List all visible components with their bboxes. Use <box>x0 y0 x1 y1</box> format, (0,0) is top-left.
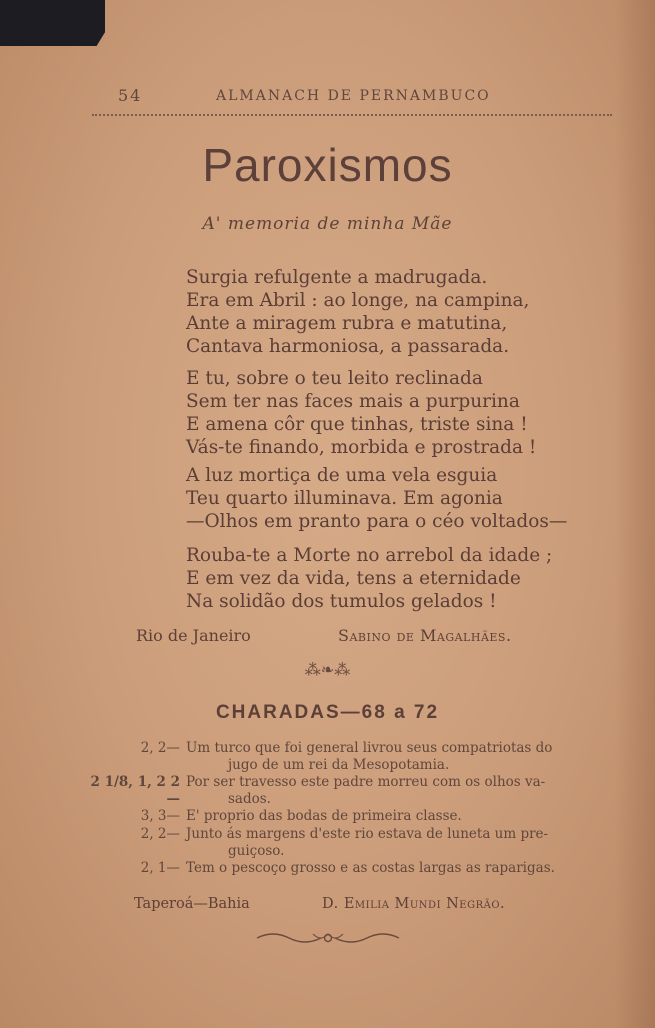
verse-line: Teu quarto illuminava. Em agonia <box>186 488 503 509</box>
verse-line: Rouba-te a Morte no arrebol da idade ; <box>186 545 553 566</box>
verse-line: Na solidão dos tumulos gelados ! <box>186 591 497 612</box>
header-rule <box>92 114 612 116</box>
charada-text <box>186 826 616 860</box>
verse-line: A luz mortiça de uma vela esguia <box>186 465 498 486</box>
tailpiece-ornament <box>0 928 655 952</box>
charada-number: 3, 3— <box>140 808 180 824</box>
charadas-author: D. Emilia Mundi Negrão. <box>322 896 506 912</box>
stanza-2 <box>186 367 606 459</box>
verse-line: Surgia refulgente a madrugada. <box>186 267 488 288</box>
charada-line: Junto ás margens d'este rio estava de luneta um pre- <box>186 826 549 842</box>
verse-line: Ante a miragem rubra e matutina, <box>186 313 508 334</box>
charada-number: 2, 1— <box>140 860 180 876</box>
running-title: ALMANACH DE PERNAMBUCO <box>216 88 491 104</box>
stanza-1 <box>186 266 606 358</box>
charada-number: 2 1/8, 1, 2 2— <box>90 774 180 807</box>
charadas-place: Taperoá—Bahia <box>134 896 250 912</box>
verse-line: —Olhos em pranto para o céo voltados— <box>186 511 568 532</box>
stanza-4 <box>186 544 606 613</box>
poem-place: Rio de Janeiro <box>136 626 251 645</box>
charada-line: Por ser travesso este padre morreu com os olhos va- <box>186 774 546 790</box>
charada-number: 2, 2— <box>140 740 180 756</box>
verse-line: E tu, sobre o teu leito reclinada <box>186 368 483 389</box>
stanza-3 <box>186 464 606 533</box>
charada-line: Tem o pescoço grosso e as costas largas as raparigas. <box>186 860 555 876</box>
poem-author: Sabino de Magalhães. <box>338 626 512 645</box>
charada-line: Um turco que foi general livrou seus compatriotas do <box>186 740 553 756</box>
charada-line: jugo de um rei da Mesopotamia. <box>228 757 450 773</box>
charadas-title: CHARADAS—68 a 72 <box>215 702 440 723</box>
flourish-icon <box>253 928 403 948</box>
charadas-signature <box>0 896 655 918</box>
verse-line: Vás-te finando, morbida e prostrada ! <box>186 437 537 458</box>
poem-title: Paroxismos <box>202 139 453 191</box>
charada-line: guiçoso. <box>228 843 285 859</box>
verse-line: E amena côr que tinhas, triste sina ! <box>186 414 528 435</box>
ornament-divider: ⁂❧⁂ <box>304 660 351 679</box>
charada-text <box>186 774 616 808</box>
verse-line: Cantava harmoniosa, a passarada. <box>186 336 510 357</box>
charada-line: sados. <box>228 791 271 807</box>
verse-line: Era em Abril : ao longe, na campina, <box>186 290 530 311</box>
poem-dedication: A' memoria de minha Mãe <box>202 214 453 234</box>
dark-corner-tab <box>0 0 105 46</box>
verse-line: Sem ter nas faces mais a purpurina <box>186 391 520 412</box>
poem-signature <box>0 626 655 650</box>
charada-line: E' proprio das bodas de primeira classe. <box>186 808 462 824</box>
charada-text <box>186 860 616 877</box>
page-number: 54 <box>118 86 143 105</box>
verse-line: E em vez da vida, tens a eternidade <box>186 568 521 589</box>
charada-number: 2, 2— <box>140 826 180 842</box>
charada-text <box>186 740 616 774</box>
charada-text <box>186 808 616 825</box>
